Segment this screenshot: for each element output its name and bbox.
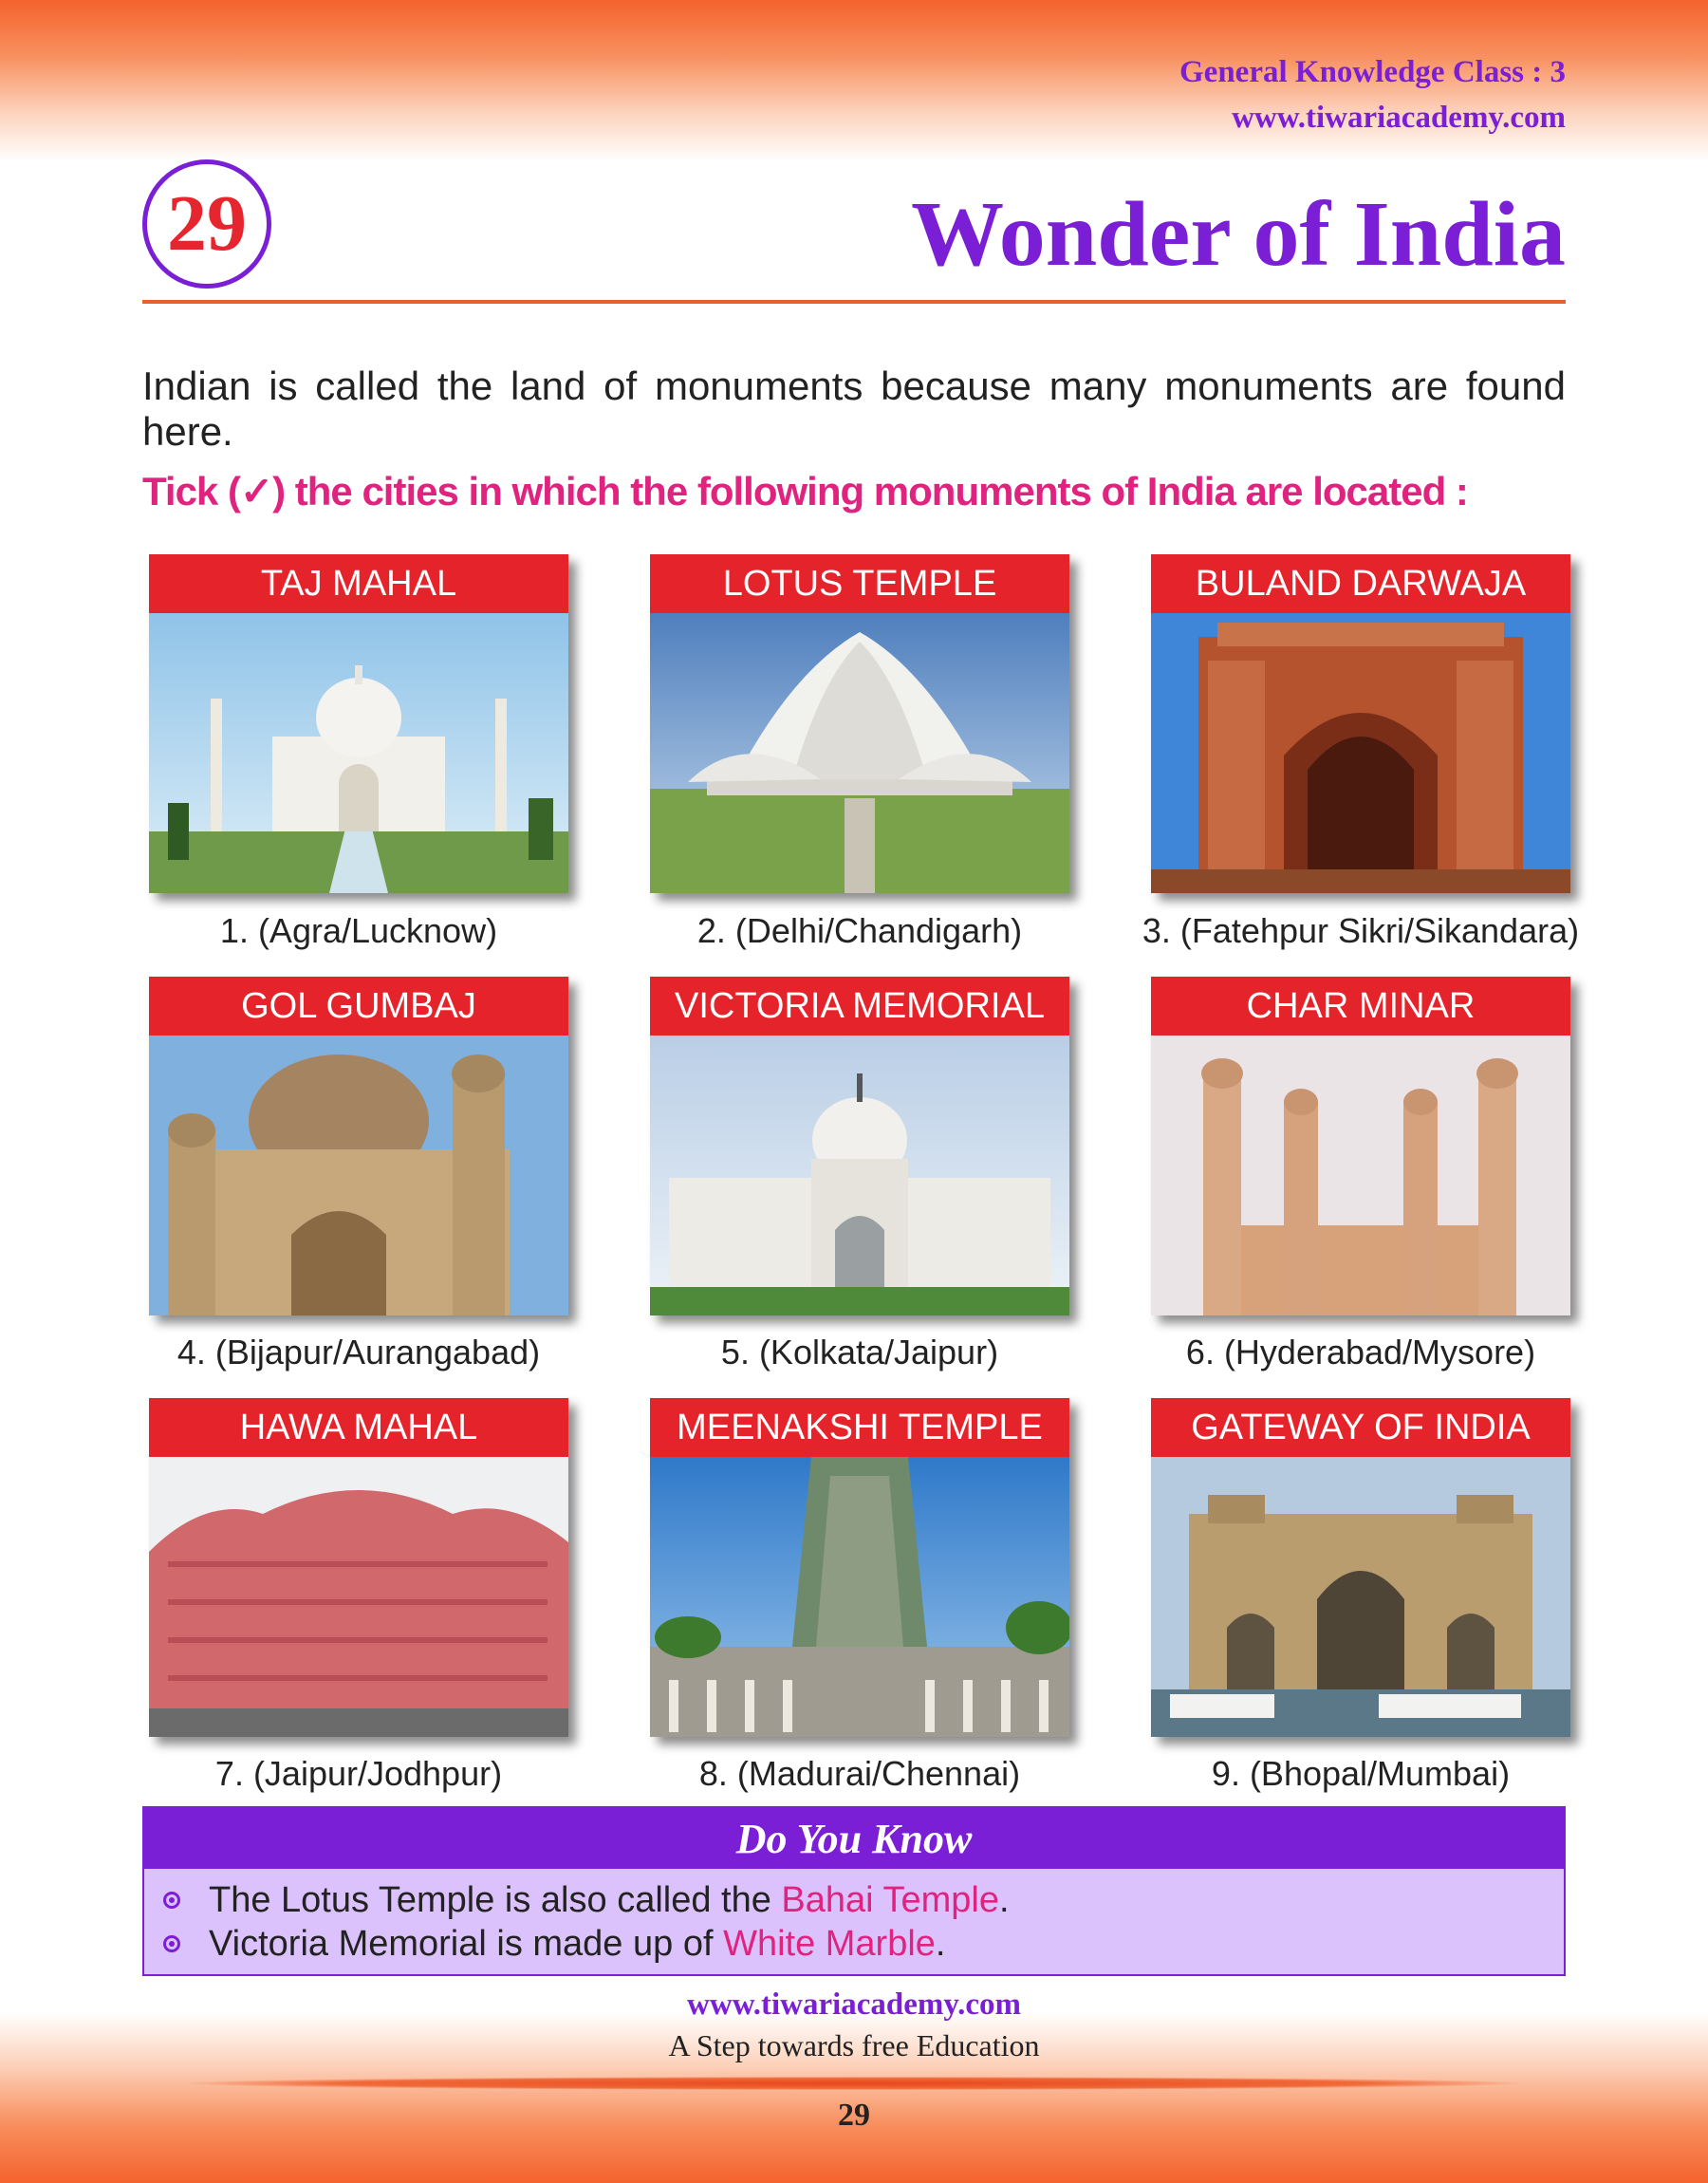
monument-caption: 6. (Hyderabad/Mysore) <box>1185 1333 1536 1371</box>
chapter-number-badge <box>142 159 271 289</box>
fact-end: . <box>935 1924 946 1964</box>
instruction-text: Tick (✓) the cities in which the following monuments of India are located : <box>142 469 1468 513</box>
page-title: Wonder of India <box>911 183 1566 286</box>
monument-label: VICTORIA MEMORIAL <box>650 977 1069 1036</box>
fact-item <box>144 1922 1564 1966</box>
fact-text: The Lotus Temple is also called the <box>209 1880 782 1920</box>
meenakshi-temple-photo <box>650 1457 1069 1737</box>
hawa-mahal-photo <box>149 1457 568 1737</box>
monument-label: CHAR MINAR <box>1151 977 1570 1036</box>
monument-label: HAWA MAHAL <box>149 1398 568 1457</box>
footer-tagline: A Step towards free Education <box>668 2028 1040 2062</box>
buland-darwaja-photo <box>1151 613 1570 893</box>
chapter-number: 29 <box>167 179 247 268</box>
lotus-temple-photo <box>650 613 1069 893</box>
header-subject: General Knowledge Class : 3 <box>1179 55 1566 89</box>
monument-label: MEENAKSHI TEMPLE <box>650 1398 1069 1457</box>
monument-caption: 7. (Jaipur/Jodhpur) <box>214 1754 503 1793</box>
gateway-of-india-photo <box>1151 1457 1570 1737</box>
monument-caption: 5. (Kolkata/Jaipur) <box>720 1333 999 1371</box>
monument-card <box>1151 1398 1570 1737</box>
monument-caption: 2. (Delhi/Chandigarh) <box>696 911 1023 950</box>
page-header <box>1179 49 1566 140</box>
header-website: www.tiwariacademy.com <box>1232 101 1566 135</box>
footer-website: www.tiwariacademy.com <box>687 1987 1021 2022</box>
fact-highlight: Bahai Temple <box>781 1880 999 1920</box>
fact-highlight: White Marble <box>723 1924 936 1964</box>
do-you-know-heading: Do You Know <box>144 1808 1564 1869</box>
fact-end: . <box>998 1880 1010 1920</box>
circle-bullet-icon <box>163 1935 180 1952</box>
victoria-memorial-photo <box>650 1036 1069 1315</box>
monument-card <box>650 554 1069 893</box>
fact-item <box>144 1878 1564 1922</box>
monument-label: BULAND DARWAJA <box>1151 554 1570 613</box>
monument-card <box>149 977 568 1315</box>
title-divider <box>142 300 1566 304</box>
taj-mahal-photo <box>149 613 568 893</box>
page-number: 29 <box>838 2098 870 2133</box>
monument-label: GOL GUMBAJ <box>149 977 568 1036</box>
fact-text: Victoria Memorial is made up of <box>209 1924 724 1964</box>
monument-card <box>1151 554 1570 893</box>
footer-divider <box>190 2077 1518 2090</box>
monument-card <box>149 554 568 893</box>
monument-card <box>1151 977 1570 1315</box>
monument-label: GATEWAY OF INDIA <box>1151 1398 1570 1457</box>
monument-card <box>149 1398 568 1737</box>
intro-paragraph: Indian is called the land of monuments because many monuments are found here. <box>142 364 1566 454</box>
circle-bullet-icon <box>163 1892 180 1909</box>
monument-caption: 1. (Agra/Lucknow) <box>219 911 498 950</box>
do-you-know-box <box>142 1806 1566 1976</box>
monument-card <box>650 977 1069 1315</box>
monument-caption: 9. (Bhopal/Mumbai) <box>1211 1754 1511 1793</box>
char-minar-photo <box>1151 1036 1570 1315</box>
monument-card <box>650 1398 1069 1737</box>
facts-list <box>144 1869 1564 1966</box>
gol-gumbaj-photo <box>149 1036 568 1315</box>
monument-label: TAJ MAHAL <box>149 554 568 613</box>
monument-caption: 8. (Madurai/Chennai) <box>698 1754 1021 1793</box>
monument-label: LOTUS TEMPLE <box>650 554 1069 613</box>
monument-caption: 3. (Fatehpur Sikri/Sikandara) <box>1142 911 1580 950</box>
monument-caption: 4. (Bijapur/Aurangabad) <box>176 1333 541 1371</box>
